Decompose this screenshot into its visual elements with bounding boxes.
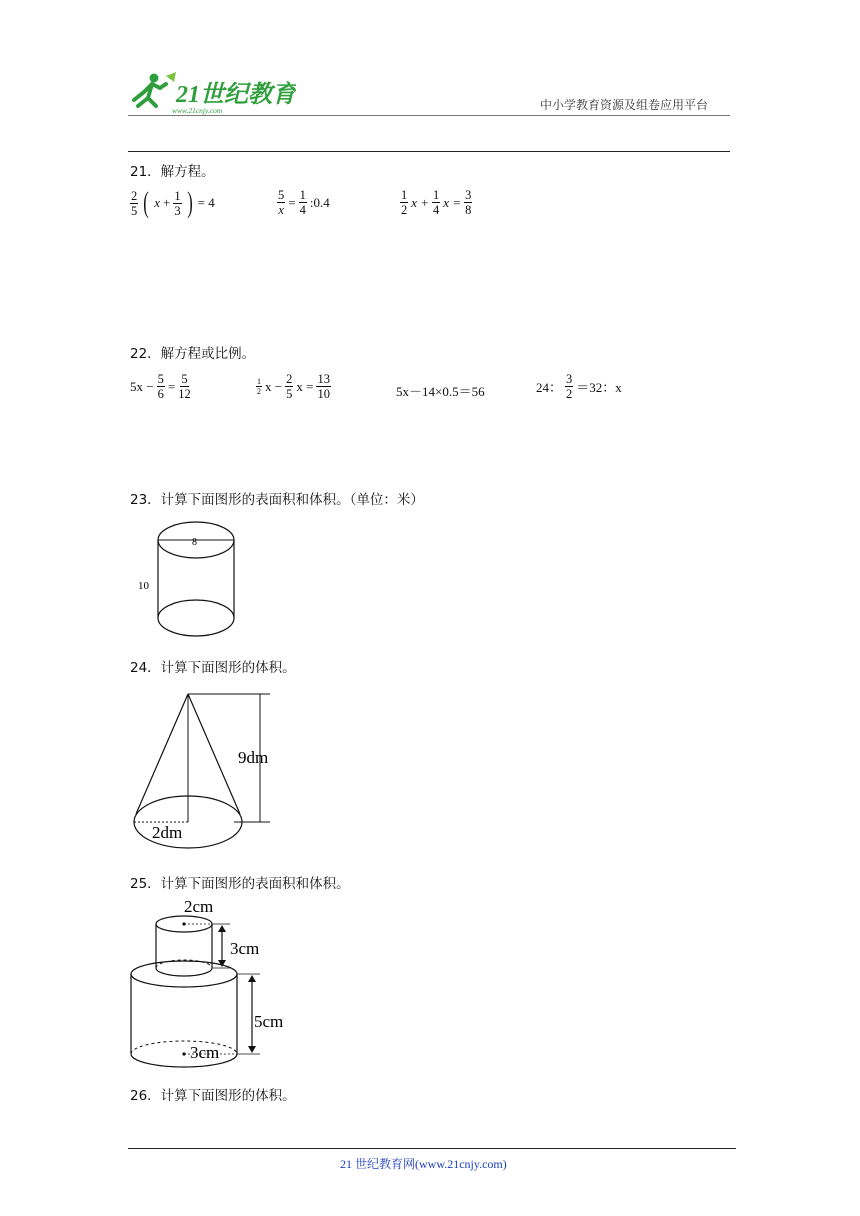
page-top-rule (128, 151, 730, 152)
header-divider (128, 115, 730, 116)
q23-cylinder-figure (130, 518, 250, 640)
site-logo (126, 70, 296, 118)
q22-equation-1: 5x − $\frac{5}{6}$ = $\frac{5}{12}$ (130, 372, 191, 401)
cone-height-label: 9dm (238, 748, 269, 767)
q25-title: 25．计算下面图形的表面积和体积。 (130, 876, 350, 892)
top-height-label: 3cm (230, 939, 260, 958)
q23-title: 23．计算下面图形的表面积和体积。（单位：米） (130, 492, 424, 508)
q21-equation-2: $\frac{5}{x}$ = $\frac{1}{4}$ :0.4 (278, 188, 330, 217)
logo-title: 21世纪教育 (176, 82, 296, 108)
q22-equation-2: $\frac{1}{2}$ x − $\frac{2}{5}$ x = $\frac{13}{10}$ (257, 372, 330, 401)
q25-stacked-cylinders-figure (126, 896, 306, 1074)
footer-text: 21 世纪教育网(www.21cnjy.com) (340, 1157, 507, 1171)
q22-title: 22．解方程或比例。 (130, 346, 256, 362)
q22-equation-4: 24： $\frac{3}{2}$ ＝32：x (536, 372, 622, 401)
cylinder-bottom-ellipse (158, 600, 234, 636)
q26-title: 26．计算下面图形的体积。 (130, 1088, 296, 1104)
q21-equation-1: $\frac{2}{5}$ ( x + $\frac{1}{3}$ ) = 4 (131, 186, 215, 219)
header-platform-text: 中小学教育资源及组卷应用平台 (540, 98, 709, 112)
footer-rule (128, 1148, 736, 1149)
top-radius-label: 2cm (184, 897, 214, 916)
q22-equation-3: 5x－14×0.5＝56 (396, 384, 485, 399)
logo-url: www.21cnjy.com (172, 106, 223, 115)
q21-title: 21．解方程。 (130, 164, 215, 180)
height-label: 10 (138, 580, 149, 592)
runner-icon (134, 72, 176, 106)
q21-equation-3: $\frac{1}{2}$ x + $\frac{1}{4}$ x = $\frac{3}{8}$ (401, 188, 472, 217)
bottom-height-label: 5cm (254, 1012, 284, 1031)
diameter-label: 8 (192, 537, 197, 548)
cone-radius-label: 2dm (152, 823, 183, 842)
q24-cone-figure (130, 686, 290, 852)
bottom-radius-label: 3cm (190, 1043, 220, 1062)
q24-title: 24．计算下面图形的体积。 (130, 660, 296, 676)
